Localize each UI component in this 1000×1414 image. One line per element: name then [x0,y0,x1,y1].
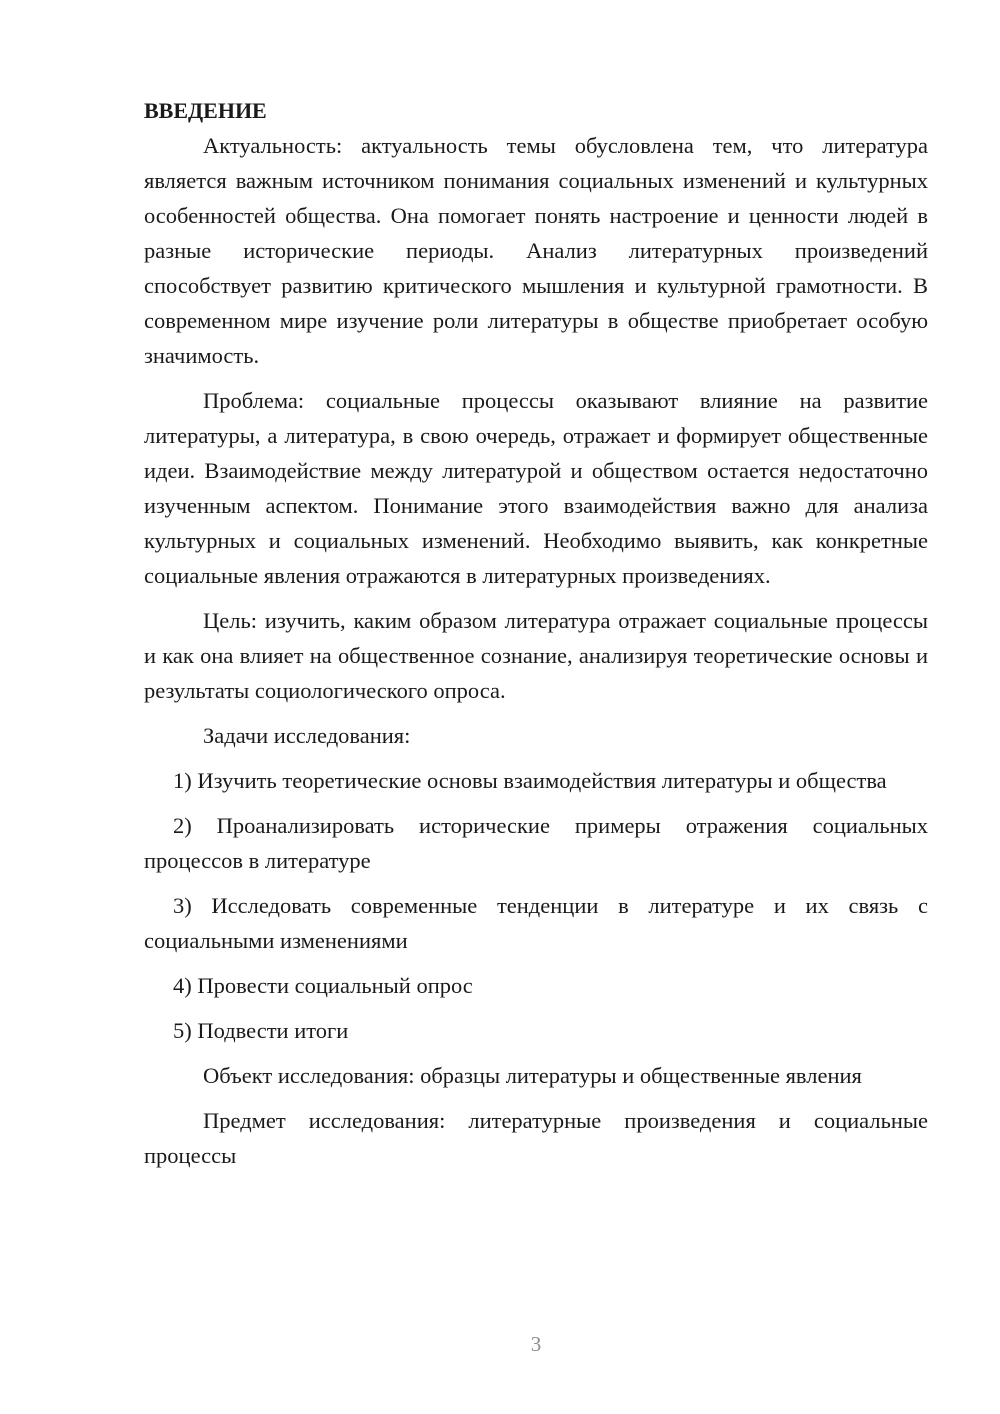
task-item-4: 4) Провести социальный опрос [173,973,473,998]
page-body [144,93,928,1173]
task-item-3: 3) Исследовать современные тенденции в литературе и их связь с социальными изменениями [144,893,928,953]
task-item-2: 2) Проанализировать исторические примеры отражения социальных процессов в литературе [144,813,928,873]
relevance-paragraph: Актуальность: актуальность темы обусловлена тем, что литература является важным источником понимания социальных изменений и культурных особенностей общества. Она помогает понять настроение и ценности людей в разные исторические периоды. Анализ литературных произведений способствует развитию критического мышления и культурной грамотности. В современном мире изучение роли литературы в обществе приобретает особую значимость. [144,133,928,368]
page-title: ВВЕДЕНИЕ [144,98,267,123]
task-item-1: 1) Изучить теоретические основы взаимодействия литературы и общества [173,768,887,793]
page-number: 3 [530,1332,542,1356]
research-object-paragraph: Объект исследования: образцы литературы и общественные явления [203,1063,862,1088]
task-item-5: 5) Подвести итоги [173,1018,349,1043]
goal-paragraph: Цель: изучить, каким образом литература отражает социальные процессы и как она влияет на общественное сознание, анализируя теоретические основы и результаты социологического опроса. [144,608,928,703]
problem-paragraph: Проблема: социальные процессы оказывают влияние на развитие литературы, а литература, в свою очередь, отражает и формирует общественные идеи. Взаимодействие между литературой и обществом остается недостаточно изученным аспектом. Понимание этого взаимодействия важно для анализа культурных и социальных изменений. Необходимо выявить, как конкретные социальные явления отражаются в литературных произведениях. [144,388,928,588]
tasks-heading: Задачи исследования: [203,723,411,748]
research-subject-paragraph: Предмет исследования: литературные произведения и социальные процессы [144,1108,928,1168]
